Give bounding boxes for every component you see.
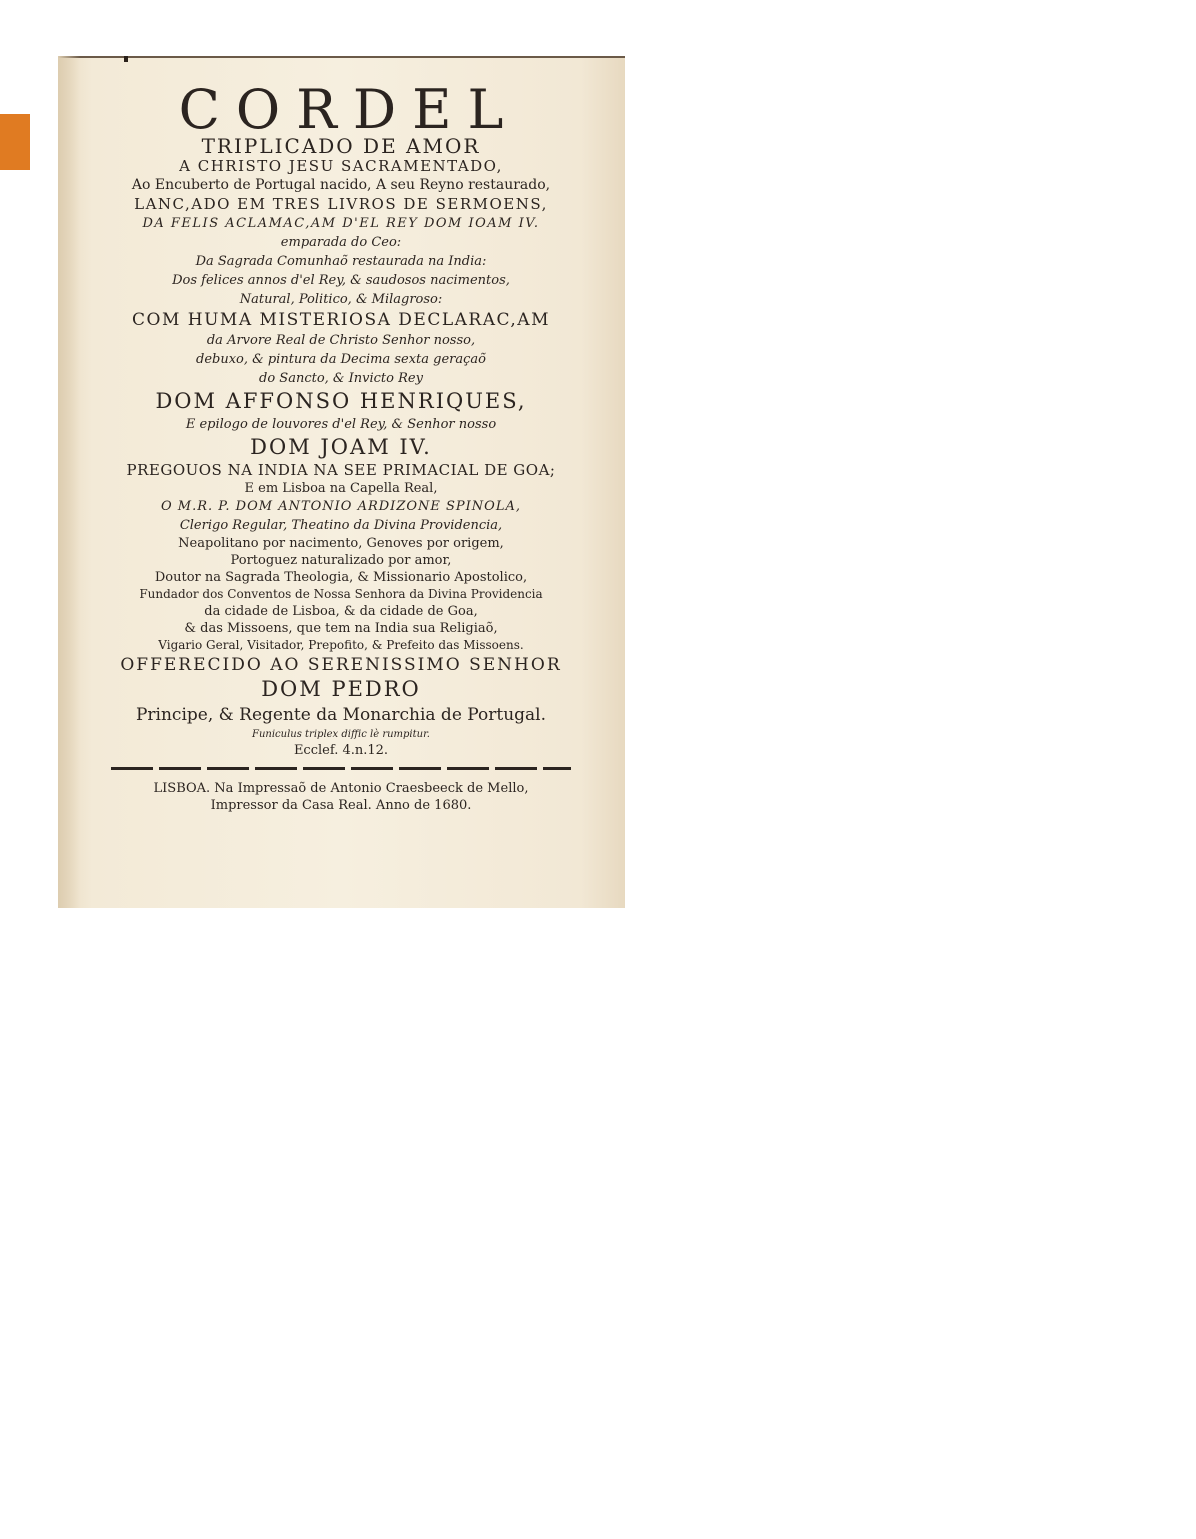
page-top-mark — [124, 56, 128, 62]
citation-line: Ecclef. 4.n.12. — [293, 743, 389, 758]
title-line: Clerigo Regular, Theatino da Divina Providencia, — [179, 518, 503, 533]
title-line: & das Missoens, que tem na India sua Religiaõ, — [184, 621, 498, 636]
title-block — [76, 78, 606, 814]
subtitle-line: TRIPLICADO DE AMOR — [201, 134, 481, 158]
title-line: do Sancto, & Invicto Rey — [259, 371, 423, 386]
title-line: Doutor na Sagrada Theologia, & Missionario Apostolico, — [154, 570, 528, 585]
title-line: E epilogo de louvores d'el Rey, & Senhor nosso — [185, 417, 497, 432]
title-name-line: DOM AFFONSO HENRIQUES, — [155, 389, 527, 413]
title-line: OFFERECIDO AO SERENISSIMO SENHOR — [120, 655, 562, 675]
imprint-line: Impressor da Casa Real. Anno de 1680. — [210, 798, 472, 813]
title-line: emparada do Ceo: — [280, 235, 402, 250]
title-line: Principe, & Regente da Monarchia de Portugal. — [135, 705, 547, 725]
ornamental-rule — [111, 767, 571, 770]
title-line: COM HUMA MISTERIOSA DECLARAC,AM — [132, 310, 550, 330]
title-line: DA FELIS ACLAMAC,AM D'EL REY DOM IOAM IV. — [142, 216, 540, 231]
title-line: Natural, Politico, & Milagroso: — [239, 292, 443, 307]
title-line: da Arvore Real de Christo Senhor nosso, — [206, 333, 476, 348]
title-line: Dos felices annos d'el Rey, & saudosos nacimentos, — [172, 273, 510, 288]
title-line: Neapolitano por nacimento, Genoves por origem, — [178, 536, 504, 551]
title-line: debuxo, & pintura da Decima sexta geraçaõ — [196, 352, 486, 367]
title-line: LANC,ADO EM TRES LIVROS DE SERMOENS, — [134, 195, 548, 213]
title-name-line: DOM PEDRO — [261, 677, 421, 701]
main-title: CORDEL — [178, 78, 520, 141]
title-line: Vigario Geral, Visitador, Prepofito, & Prefeito das Missoens. — [158, 638, 524, 652]
title-line: Ao Encuberto de Portugal nacido, A seu Reyno restaurado, — [131, 177, 551, 193]
imprint-line: LISBOA. Na Impressaõ de Antonio Craesbeeck de Mello, — [153, 781, 529, 796]
title-line: da cidade de Lisboa, & da cidade de Goa, — [204, 604, 478, 619]
title-line: Da Sagrada Comunhaõ restaurada na India: — [195, 254, 487, 269]
title-line: E em Lisboa na Capella Real, — [244, 481, 438, 496]
title-name-line: DOM JOAM IV. — [250, 435, 432, 459]
title-line: Portoguez naturalizado por amor, — [230, 553, 452, 568]
page-top-edge — [58, 56, 625, 58]
motto-line: Funiculus triplex diffic lè rumpitur. — [252, 729, 430, 740]
orange-side-tab — [0, 114, 30, 170]
title-line: Fundador dos Conventos de Nossa Senhora da Divina Providencia — [139, 587, 543, 601]
title-line: A CHRISTO JESU SACRAMENTADO, — [179, 157, 503, 175]
author-line: O M.R. P. DOM ANTONIO ARDIZONE SPINOLA, — [161, 499, 521, 514]
title-line: PREGOUOS NA INDIA NA SEE PRIMACIAL DE GOA; — [126, 461, 556, 479]
title-page-scan — [58, 56, 625, 908]
